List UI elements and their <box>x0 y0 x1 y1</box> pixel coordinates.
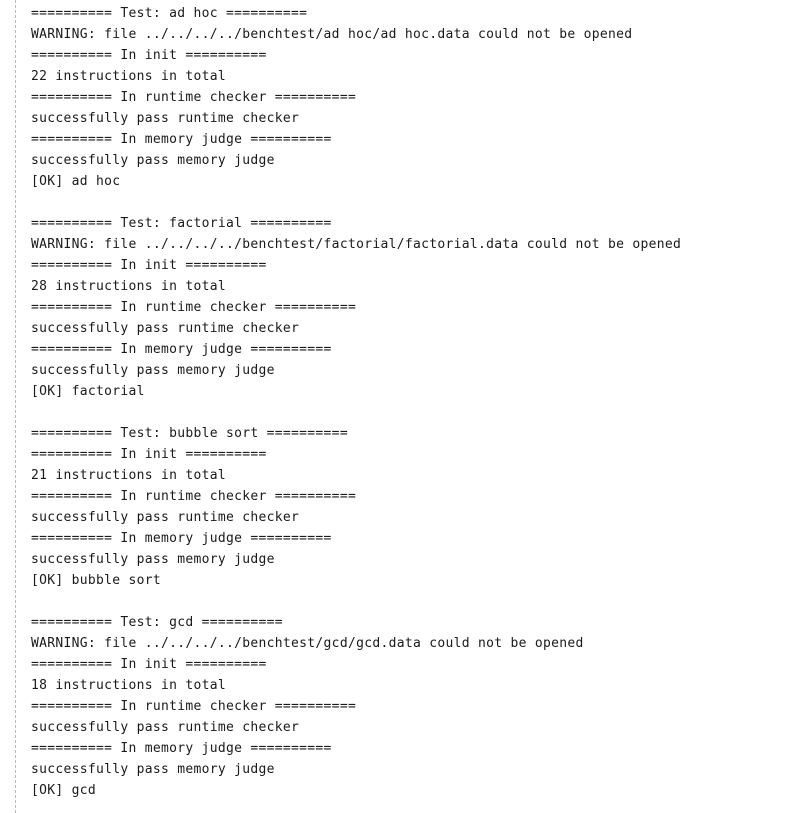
console-line: 18 instructions in total <box>31 678 227 693</box>
console-line: ========== In runtime checker ========== <box>31 90 357 105</box>
console-line: [OK] bubble sort <box>31 573 162 588</box>
console-line: [OK] gcd <box>31 783 97 798</box>
console-line: [OK] ad hoc <box>31 174 121 189</box>
console-line: ========== Test: ad hoc ========== <box>31 6 308 21</box>
console-line: ========== In memory judge ========== <box>31 342 332 357</box>
console-line <box>31 591 681 612</box>
console-line: ========== In init ========== <box>31 48 267 63</box>
console-line: ========== In init ========== <box>31 258 267 273</box>
console-line: successfully pass memory judge <box>31 762 275 777</box>
console-line: ========== In init ========== <box>31 447 267 462</box>
gutter-divider <box>15 0 16 813</box>
console-line <box>31 192 681 213</box>
console-line: ========== Test: factorial ========== <box>31 216 332 231</box>
console-line: ========== Test: gcd ========== <box>31 615 283 630</box>
console-line: ========== In runtime checker ========== <box>31 699 357 714</box>
console-line: successfully pass runtime checker <box>31 510 300 525</box>
console-line: [OK] factorial <box>31 384 145 399</box>
console-line: ========== In memory judge ========== <box>31 531 332 546</box>
console-line: 28 instructions in total <box>31 279 227 294</box>
console-line <box>31 402 681 423</box>
console-line: successfully pass runtime checker <box>31 720 300 735</box>
console-line: 22 instructions in total <box>31 69 227 84</box>
console-line: successfully pass runtime checker <box>31 321 300 336</box>
console-line: ========== In runtime checker ========== <box>31 300 357 315</box>
console-line: successfully pass memory judge <box>31 153 275 168</box>
console-line: ========== Test: bubble sort ========== <box>31 426 348 441</box>
console-log <box>31 3 681 801</box>
console-line: WARNING: file ../../../../benchtest/gcd/gcd.data could not be opened <box>31 636 584 651</box>
console-line: ========== In runtime checker ========== <box>31 489 357 504</box>
console-line: ========== In init ========== <box>31 657 267 672</box>
console-line: ========== In memory judge ========== <box>31 132 332 147</box>
console-line: successfully pass memory judge <box>31 552 275 567</box>
console-line: successfully pass memory judge <box>31 363 275 378</box>
console-line: WARNING: file ../../../../benchtest/factorial/factorial.data could not be opened <box>31 237 682 252</box>
console-line: successfully pass runtime checker <box>31 111 300 126</box>
console-line: ========== In memory judge ========== <box>31 741 332 756</box>
console-line: WARNING: file ../../../../benchtest/ad hoc/ad hoc.data could not be opened <box>31 27 633 42</box>
console-line: 21 instructions in total <box>31 468 227 483</box>
